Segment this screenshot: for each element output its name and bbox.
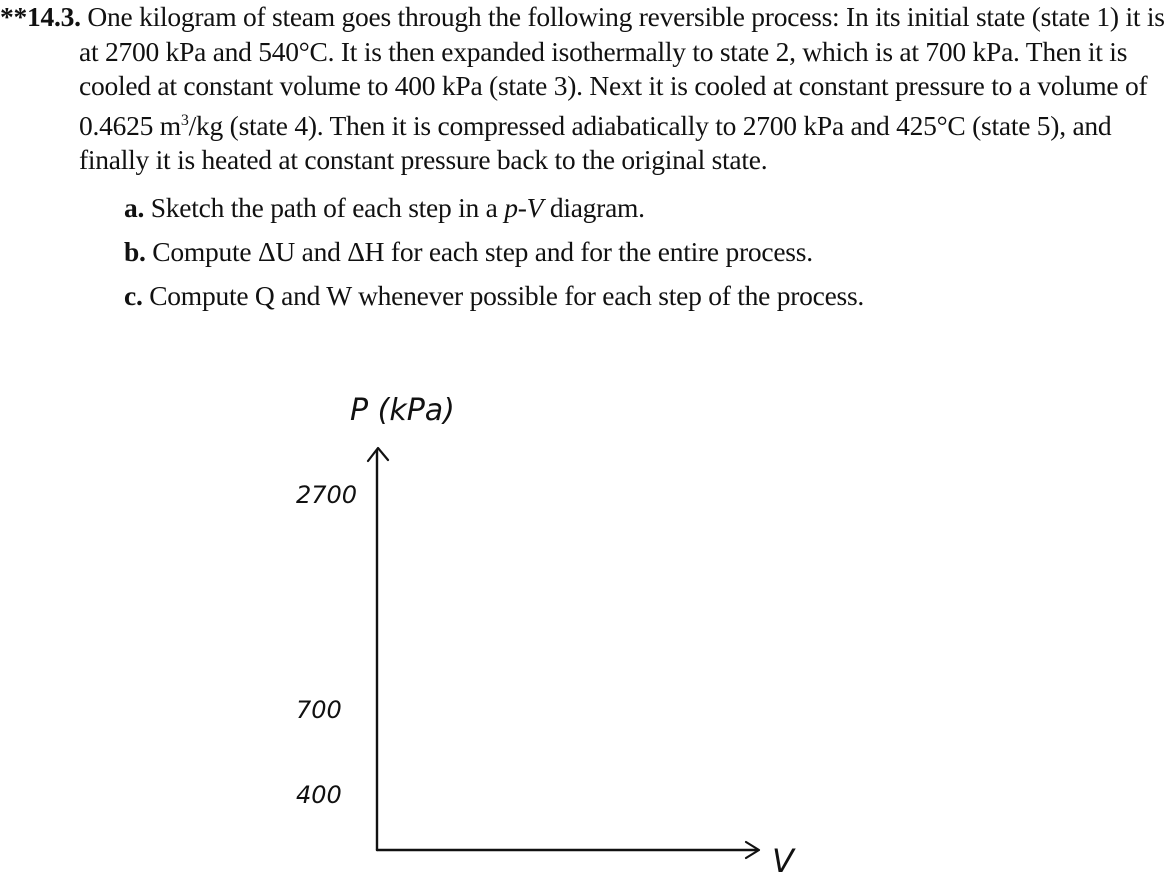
x-axis-label: V [772, 842, 794, 880]
part-b-label: b. [124, 235, 146, 267]
y-axis-label: P (kPa) [350, 393, 455, 428]
part-b-text: Compute ΔU and ΔH for each step and for the entire process. [145, 235, 813, 267]
problem-number: **14.3. [0, 1, 81, 32]
problem-text-part1: One kilogram of steam goes through the following reversible process: In its initial state (state 1) it is at 2700 kPa and 540°C. It is then expanded isothermally to state 2, which is at 700 kPa. Then it is cooled at constant volume to 400 kPa (state 3). Next it is cooled at constant pressure to a volume of 0.4625 m [79, 1, 1165, 141]
tick-label-400: 400 [296, 781, 342, 809]
part-c-label: c. [124, 279, 143, 311]
tick-label-2700: 2700 [296, 481, 358, 509]
part-a-text-post: diagram. [543, 191, 645, 223]
part-c-text: Compute Q and W whenever possible for each step of the process. [142, 279, 865, 311]
part-a-p: p [504, 191, 518, 223]
part-a-v: V [526, 191, 544, 223]
tick-label-700: 700 [296, 696, 342, 724]
superscript-3: 3 [180, 111, 189, 129]
part-a-label: a. [124, 191, 145, 223]
part-a-dash: - [517, 191, 527, 223]
problem-text-part2: /kg (state 4). Then it is compressed adiabatically to 2700 kPa and 425°C (state 5), and finally it is heated at constant pressure back to the original state. [79, 109, 1112, 176]
part-a-text-pre: Sketch the path of each step in a [144, 191, 505, 223]
